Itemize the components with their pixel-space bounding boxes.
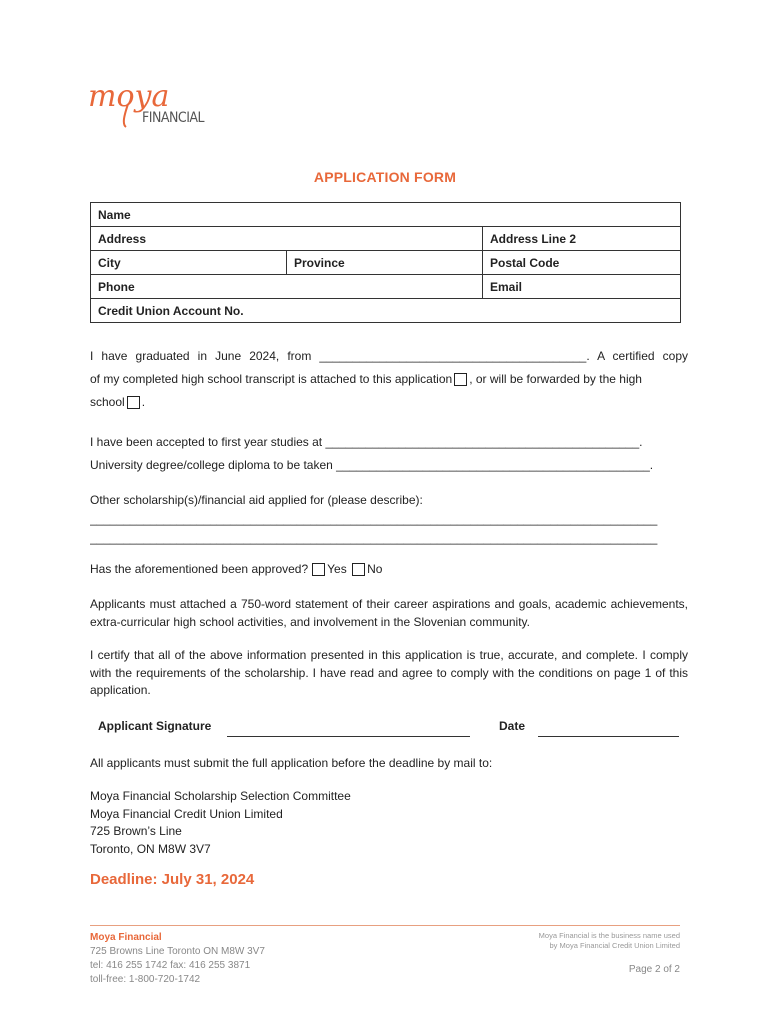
postal-code-field[interactable] xyxy=(483,251,681,275)
degree-line[interactable]: University degree/college diploma to be taken _______________________________________________. xyxy=(90,458,654,472)
account-number-field[interactable] xyxy=(91,299,681,323)
school-forwarded-checkbox[interactable] xyxy=(127,396,140,409)
approval-question-text: Has the aforementioned been approved? xyxy=(90,562,309,576)
submit-note: All applicants must submit the full application before the deadline by mail to: xyxy=(90,756,493,770)
province-field[interactable] xyxy=(287,251,483,275)
moya-financial-logo xyxy=(88,80,218,130)
mailing-address-line: Moya Financial Scholarship Selection Committee xyxy=(90,789,351,803)
footer-tollfree: toll-free: 1-800-720-1742 xyxy=(90,974,201,985)
footer-divider xyxy=(90,925,680,926)
footer-legal xyxy=(480,931,680,951)
account-number-label: Credit Union Account No. xyxy=(98,303,244,318)
date-line[interactable] xyxy=(538,736,679,737)
applicant-signature-label: Applicant Signature xyxy=(98,719,212,733)
footer-legal-line-2: by Moya Financial Credit Union Limited xyxy=(549,941,680,950)
name-field[interactable] xyxy=(91,203,681,227)
footer-phone-fax: tel: 416 255 1742 fax: 416 255 3871 xyxy=(90,960,251,971)
other-aid-blank-2[interactable]: _____________________________________________________________________________________ xyxy=(90,531,658,545)
footer-address: 725 Browns Line Toronto ON M8W 3V7 xyxy=(90,946,265,957)
date-label: Date xyxy=(499,719,526,733)
phone-label: Phone xyxy=(98,279,135,294)
forwarded-text: , or will be forwarded by the high xyxy=(469,372,642,386)
name-label: Name xyxy=(98,207,131,222)
svg-text:moya: moya xyxy=(88,80,170,114)
yes-label: Yes xyxy=(327,562,347,576)
mailing-address-line: Toronto, ON M8W 3V7 xyxy=(90,841,211,856)
footer-legal-line-1: Moya Financial is the business name used xyxy=(538,931,680,940)
school-period: . xyxy=(141,395,146,409)
accepted-studies-line[interactable]: I have been accepted to first year studies at _______________________________________________. xyxy=(90,435,643,449)
school-text: school xyxy=(90,395,125,409)
studies-section xyxy=(90,431,688,477)
transcript-text: of my completed high school transcript is attached to this application xyxy=(90,372,453,386)
applicant-signature-line[interactable] xyxy=(227,736,470,737)
province-label: Province xyxy=(294,255,345,270)
svg-text:FINANCIAL: FINANCIAL xyxy=(142,110,205,126)
address-label: Address xyxy=(98,231,147,246)
email-label: Email xyxy=(490,279,523,294)
mailing-address xyxy=(90,788,688,858)
moya-logo-icon xyxy=(88,80,218,130)
approval-question xyxy=(90,561,688,579)
form-title: APPLICATION FORM xyxy=(313,169,457,185)
email-field[interactable] xyxy=(483,275,681,299)
certify-paragraph: I certify that all of the above information presented in this application is true, accurate, and complete. I comply with the requirements of the scholarship. I have read and agree to comply with the conditions on page 1 of this application. xyxy=(90,648,688,697)
no-label: No xyxy=(367,562,383,576)
page-number: Page 2 of 2 xyxy=(628,964,680,975)
graduation-line-1: I have graduated in June 2024, from ________________________________________. A certified copy xyxy=(90,349,688,363)
other-aid-section xyxy=(90,491,688,548)
graduation-line-2 xyxy=(90,368,688,391)
applicant-info-table xyxy=(90,202,681,323)
phone-field[interactable] xyxy=(91,275,483,299)
statement-paragraph: Applicants must attached a 750-word statement of their career aspirations and goals, academic achievements, extra-curricular high school activities, and involvement in the Slovenian community. xyxy=(90,597,688,629)
address-line-2-label: Address Line 2 xyxy=(490,231,577,246)
mailing-address-line: 725 Brown’s Line xyxy=(90,824,182,838)
city-field[interactable] xyxy=(91,251,287,275)
footer-brand: Moya Financial xyxy=(90,932,162,943)
address-field[interactable] xyxy=(91,227,483,251)
deadline: Deadline: July 31, 2024 xyxy=(90,871,255,888)
other-aid-blank-1[interactable]: _____________________________________________________________________________________ xyxy=(90,512,658,526)
postal-code-label: Postal Code xyxy=(490,255,560,270)
mailing-address-line: Moya Financial Credit Union Limited xyxy=(90,806,283,821)
approved-yes-checkbox[interactable] xyxy=(312,563,325,576)
footer-contact xyxy=(90,931,265,987)
approved-no-checkbox[interactable] xyxy=(352,563,365,576)
address-line-2-field[interactable] xyxy=(483,227,681,251)
graduation-line-3 xyxy=(90,391,688,414)
city-label: City xyxy=(98,255,121,270)
transcript-attached-checkbox[interactable] xyxy=(454,373,467,386)
graduation-paragraph xyxy=(90,345,688,414)
other-aid-label: Other scholarship(s)/financial aid applied for (please describe): xyxy=(90,493,423,507)
